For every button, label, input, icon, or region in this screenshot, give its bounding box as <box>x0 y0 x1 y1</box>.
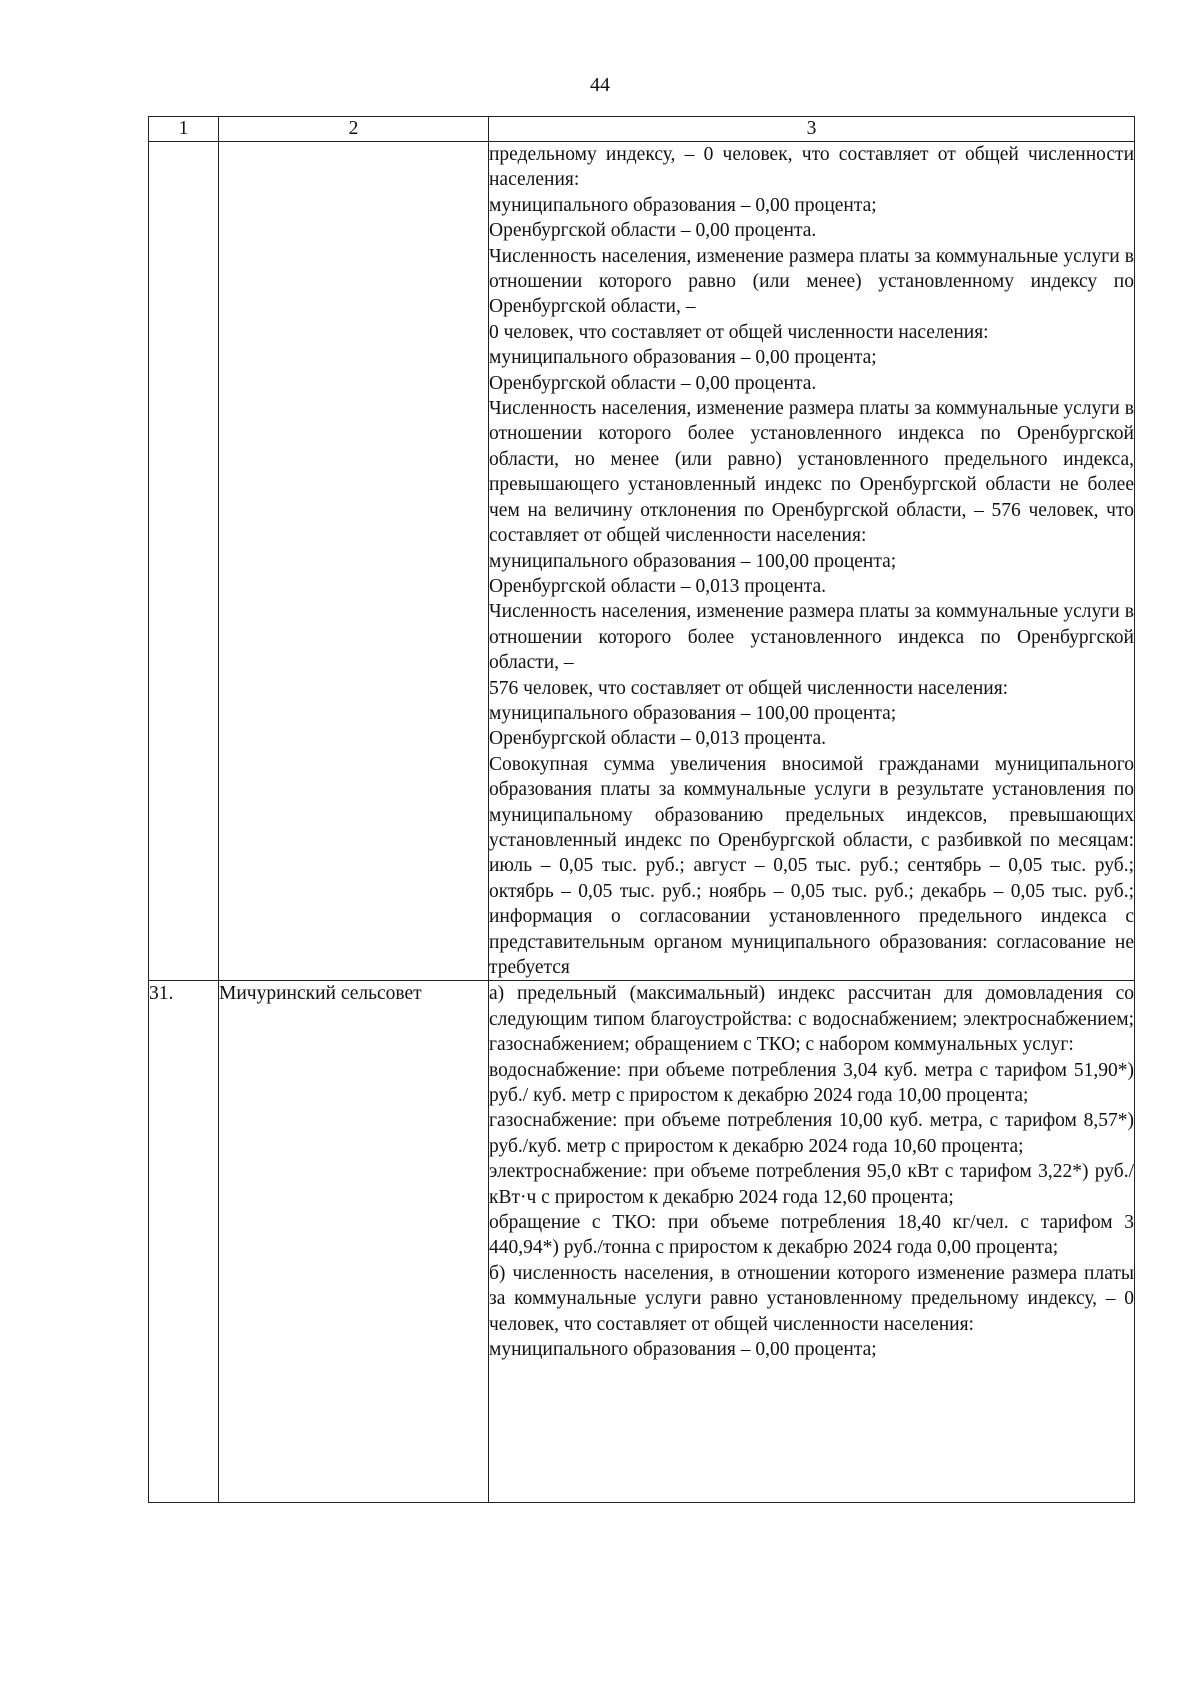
paragraph: Совокупная сумма увеличения вносимой гражданами муниципального образования платы за коммунальные услуги в результате установления по муниципальному образованию предельных индексов, превышающих установленный индекс по Оренбургской области, с разбивкой по месяцам: июль – 0,05 тыс. руб.; август – 0,05 тыс. руб.; сентябрь – 0,05 тыс. руб.; октябрь – 0,05 тыс. руб.; ноябрь – 0,05 тыс. руб.; декабрь – 0,05 тыс. руб.; информация о согласовании установленного предельного индекса с представительным органом муниципального образования: согласование не требуется <box>489 753 1134 978</box>
row-number-cell: 31. <box>149 981 219 1503</box>
paragraph: электроснабжение: при объеме потребления 95,0 кВт с тарифом 3,22*) руб./кВт·ч с приростом к декабрю 2024 года 12,60 процента; <box>489 1161 1134 1208</box>
paragraph: обращение с ТКО: при объеме потребления 18,40 кг/чел. с тарифом 3 440,94*) руб./тонна с приростом к декабрю 2024 года 0,00 процента; <box>489 1212 1134 1259</box>
paragraph: муниципального образования – 100,00 процента; <box>489 702 897 724</box>
paragraph-list <box>489 981 1134 1362</box>
paragraph: Оренбургской области – 0,00 процента. <box>489 220 817 242</box>
paragraph-list <box>489 142 1134 980</box>
paragraph: газоснабжение: при объеме потребления 10,00 куб. метра, с тарифом 8,57*) руб./куб. метр с приростом к декабрю 2024 года 10,60 процента; <box>489 1110 1134 1157</box>
page-number: 44 <box>590 74 610 96</box>
header-col-1: 1 <box>149 117 219 142</box>
table-row <box>149 981 1135 1503</box>
paragraph: б) численность населения, в отношении которого изменение размера платы за коммунальные услуги равно установленному предельному индексу, – 0 человек, что составляет от общей численности населения: <box>489 1262 1134 1335</box>
paragraph: 576 человек, что составляет от общей численности населения: <box>489 677 1009 699</box>
paragraph: муниципального образования – 0,00 процента; <box>489 194 877 216</box>
paragraph: муниципального образования – 100,00 процента; <box>489 550 897 572</box>
paragraph: водоснабжение: при объеме потребления 3,04 куб. метра с тарифом 51,90*) руб./ куб. метр с приростом к декабрю 2024 года 10,00 процента; <box>489 1059 1134 1107</box>
paragraph: муниципального образования – 0,00 процента; <box>489 347 877 369</box>
row-description-cell <box>489 142 1135 981</box>
header-col-2: 2 <box>219 117 489 142</box>
row-number-cell <box>149 142 219 981</box>
paragraph: Оренбургской области – 0,013 процента. <box>489 575 826 597</box>
row-description-cell <box>489 981 1135 1503</box>
paragraph: Оренбургской области – 0,013 процента. <box>489 728 826 750</box>
header-row <box>149 117 1135 142</box>
paragraph: Численность населения, изменение размера платы за коммунальные услуги в отношении которого более установленного индекса по Оренбургской области, – <box>489 601 1134 674</box>
paragraph: Оренбургской области – 0,00 процента. <box>489 372 817 394</box>
paragraph: а) предельный (максимальный) индекс рассчитан для домовладения со следующим типом благоустройства: с водоснабжением; электроснабжением; газоснабжением; обращением с ТКО; с набором коммунальных услуг: <box>489 983 1134 1056</box>
data-table <box>148 116 1135 1503</box>
row-name-cell: Мичуринский сельсовет <box>219 981 489 1503</box>
paragraph: муниципального образования – 0,00 процента; <box>489 1339 877 1361</box>
paragraph: Численность населения, изменение размера платы за коммунальные услуги в отношении которого равно (или менее) установленному индексу по Оренбургской области, – <box>489 245 1134 318</box>
row-name-cell <box>219 142 489 981</box>
table-row <box>149 142 1135 981</box>
paragraph: предельному индексу, – 0 человек, что составляет от общей численности населения: <box>489 144 1134 191</box>
paragraph: 0 человек, что составляет от общей численности населения: <box>489 321 989 343</box>
paragraph: Численность населения, изменение размера платы за коммунальные услуги в отношении которого более установленного индекса по Оренбургской области, но менее (или равно) установленного предельного индекса, превышающего установленный индекс по Оренбургской области не более чем на величину отклонения по Оренбургской области, – 576 человек, что составляет от общей численности населения: <box>489 398 1134 547</box>
header-col-3: 3 <box>489 117 1135 142</box>
